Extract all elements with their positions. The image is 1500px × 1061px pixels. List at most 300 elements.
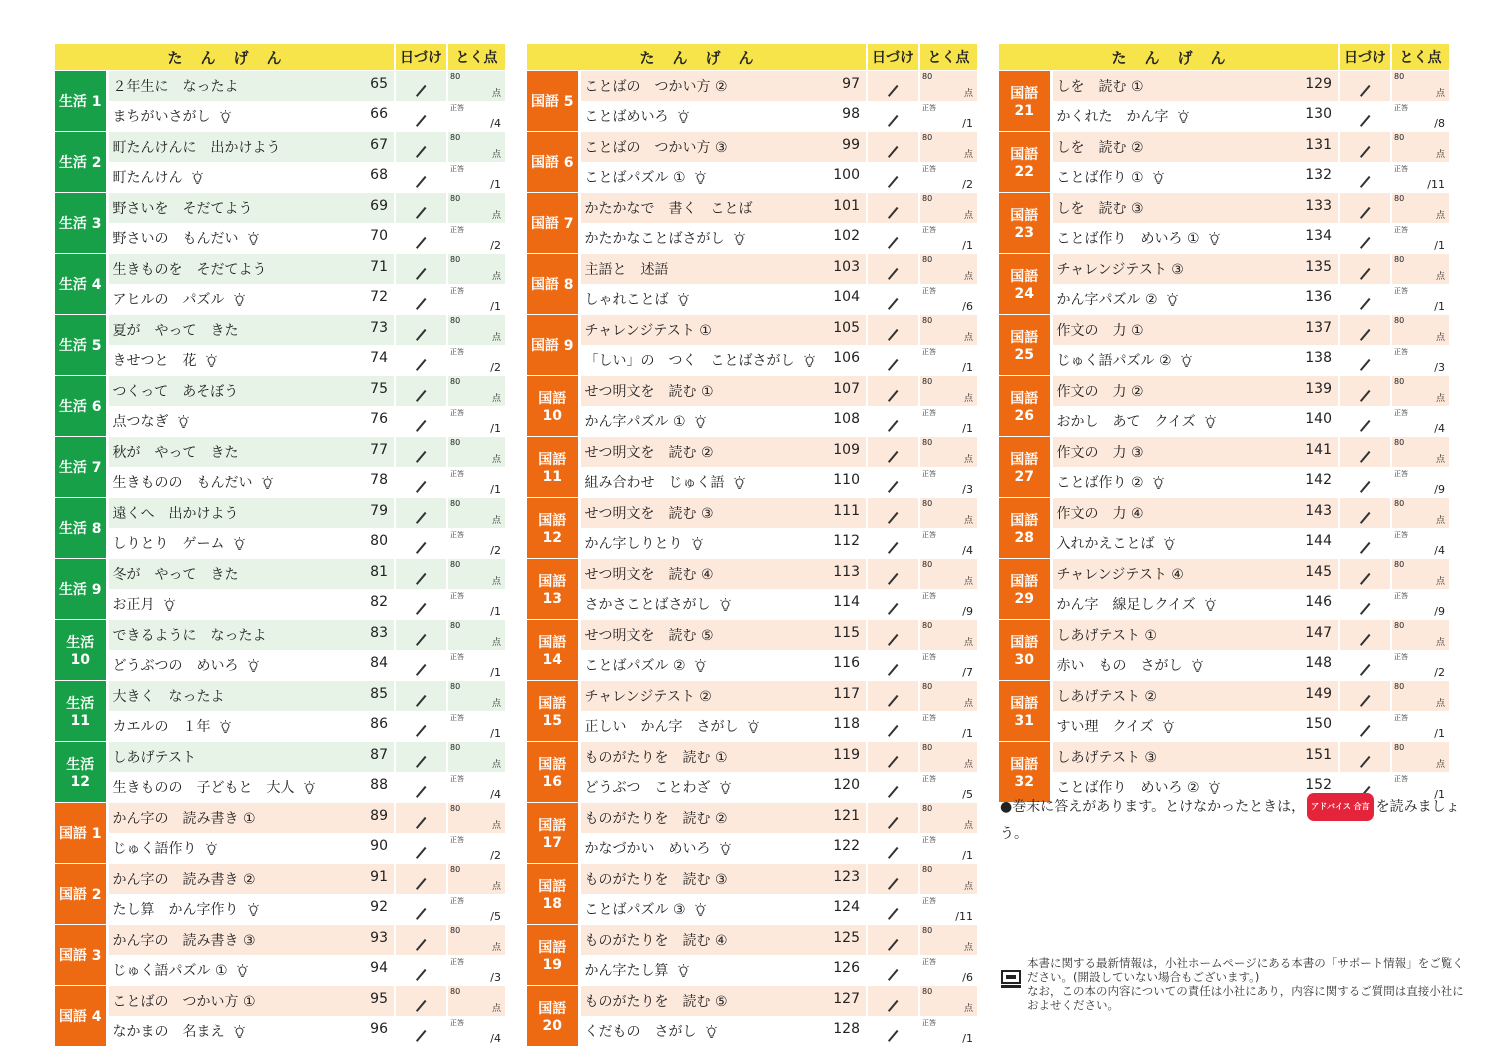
score-unit: 点	[1435, 210, 1445, 221]
date-field[interactable]	[395, 1016, 447, 1047]
date-field[interactable]	[1339, 406, 1391, 437]
date-slash	[1360, 573, 1370, 585]
score-field[interactable]	[447, 711, 505, 742]
lesson-title	[579, 772, 867, 803]
date-field[interactable]	[867, 193, 919, 224]
score-unit: 点	[491, 332, 501, 343]
score-unit: 点	[963, 515, 973, 526]
score-field[interactable]	[447, 620, 505, 651]
table-row	[527, 193, 977, 224]
score-field[interactable]	[919, 254, 977, 285]
score-field[interactable]	[447, 345, 505, 376]
goal-label: 正答	[450, 835, 464, 844]
date-slash	[888, 908, 898, 920]
date-field[interactable]	[867, 132, 919, 163]
lesson-title	[107, 345, 395, 376]
date-field[interactable]	[867, 376, 919, 407]
page-number: 91	[370, 868, 388, 885]
lesson-title-text: しあげテスト ①	[1056, 627, 1157, 644]
lesson-title-text: 赤い もの さがし	[1056, 658, 1183, 675]
date-field[interactable]	[1339, 589, 1391, 620]
score-field[interactable]	[919, 437, 977, 468]
max-score: 80	[922, 926, 933, 935]
score-field[interactable]	[447, 1016, 505, 1047]
date-field[interactable]	[867, 681, 919, 712]
goal-count: /1	[490, 605, 501, 618]
score-field[interactable]	[919, 772, 977, 803]
date-field[interactable]	[867, 589, 919, 620]
date-field[interactable]	[1339, 345, 1391, 376]
goal-label: 正答	[1394, 103, 1408, 112]
score-field[interactable]	[919, 559, 977, 590]
max-score: 80	[922, 316, 933, 325]
lightbulb-icon	[733, 232, 746, 246]
header-date: 日づけ	[395, 44, 447, 71]
unit-label: 国語 21	[999, 71, 1051, 132]
date-field[interactable]	[1339, 620, 1391, 651]
page-number: 90	[370, 838, 388, 855]
date-field[interactable]	[867, 955, 919, 986]
date-field[interactable]	[1339, 223, 1391, 254]
date-field[interactable]	[867, 101, 919, 132]
date-field[interactable]	[1339, 681, 1391, 712]
max-score: 80	[1394, 743, 1405, 752]
score-field[interactable]	[447, 223, 505, 254]
date-slash	[888, 481, 898, 493]
score-field[interactable]	[919, 162, 977, 193]
date-slash	[416, 908, 426, 920]
lesson-title	[107, 1016, 395, 1047]
page-number: 144	[1305, 533, 1332, 550]
score-field[interactable]	[1391, 254, 1449, 285]
date-field[interactable]	[395, 528, 447, 559]
table-row	[55, 955, 505, 986]
score-field[interactable]	[447, 803, 505, 834]
date-field[interactable]	[867, 254, 919, 285]
lightbulb-icon	[694, 903, 707, 917]
unit-label: 国語 29	[999, 559, 1051, 620]
table-row	[55, 986, 505, 1017]
score-field[interactable]	[447, 986, 505, 1017]
date-field[interactable]	[395, 254, 447, 285]
date-field[interactable]	[1339, 742, 1391, 773]
score-field[interactable]	[1391, 498, 1449, 529]
date-field[interactable]	[395, 467, 447, 498]
date-field[interactable]	[395, 315, 447, 346]
lesson-title	[579, 803, 867, 834]
score-field[interactable]	[447, 376, 505, 407]
unit-label: 国語 5	[527, 71, 579, 132]
table-row	[55, 223, 505, 254]
page-number: 114	[833, 594, 860, 611]
score-field[interactable]	[919, 71, 977, 102]
date-field[interactable]	[395, 132, 447, 163]
score-field[interactable]	[447, 284, 505, 315]
date-field[interactable]	[1339, 559, 1391, 590]
table-row	[55, 284, 505, 315]
page-number: 102	[833, 228, 860, 245]
date-field[interactable]	[395, 162, 447, 193]
score-field[interactable]	[447, 254, 505, 285]
score-field[interactable]	[1391, 406, 1449, 437]
score-field[interactable]	[447, 650, 505, 681]
table-row	[527, 498, 977, 529]
lesson-title	[107, 711, 395, 742]
lightbulb-icon	[219, 720, 232, 734]
score-field[interactable]	[919, 955, 977, 986]
max-score: 80	[1394, 316, 1405, 325]
lesson-title-text: チャレンジテスト ③	[1056, 261, 1184, 278]
date-field[interactable]	[867, 284, 919, 315]
date-field[interactable]	[395, 437, 447, 468]
lesson-title	[579, 498, 867, 529]
score-field[interactable]	[919, 406, 977, 437]
date-field[interactable]	[1339, 193, 1391, 224]
lesson-title-text: しを 読む ①	[1056, 78, 1144, 95]
score-field[interactable]	[1391, 315, 1449, 346]
date-field[interactable]	[867, 345, 919, 376]
max-score: 80	[450, 255, 461, 264]
score-field[interactable]	[447, 467, 505, 498]
date-field[interactable]	[1339, 254, 1391, 285]
score-field[interactable]	[1391, 589, 1449, 620]
lesson-title-text: しを 読む ③	[1056, 200, 1144, 217]
lightbulb-icon	[691, 537, 704, 551]
date-field[interactable]	[1339, 284, 1391, 315]
date-field[interactable]	[867, 1016, 919, 1047]
score-unit: 点	[963, 454, 973, 465]
lesson-title-text: かん字パズル ①	[584, 414, 686, 431]
table-row	[55, 315, 505, 346]
lightbulb-icon	[719, 598, 732, 612]
score-field[interactable]	[919, 528, 977, 559]
date-field[interactable]	[867, 559, 919, 590]
unit-label: 国語 20	[527, 986, 579, 1047]
date-field[interactable]	[867, 71, 919, 102]
date-field[interactable]	[1339, 132, 1391, 163]
date-field[interactable]	[395, 101, 447, 132]
score-field[interactable]	[919, 376, 977, 407]
lesson-title-text: ものがたりを 読む ②	[584, 810, 728, 827]
date-field[interactable]	[395, 650, 447, 681]
date-field[interactable]	[395, 925, 447, 956]
date-slash	[416, 695, 426, 707]
date-slash	[416, 1030, 426, 1042]
date-field[interactable]	[395, 772, 447, 803]
page-number: 76	[370, 411, 388, 428]
score-field[interactable]	[919, 345, 977, 376]
page-number: 79	[370, 502, 388, 519]
date-field[interactable]	[395, 742, 447, 773]
goal-count: /2	[1434, 666, 1445, 679]
lightbulb-icon	[191, 171, 204, 185]
date-field[interactable]	[867, 498, 919, 529]
score-field[interactable]	[447, 498, 505, 529]
goal-count: /6	[962, 971, 973, 984]
date-field[interactable]	[395, 376, 447, 407]
lesson-title-text: ことばパズル ①	[584, 170, 686, 187]
page-number: 103	[833, 258, 860, 275]
score-field[interactable]	[919, 1016, 977, 1047]
date-field[interactable]	[867, 620, 919, 651]
score-field[interactable]	[919, 589, 977, 620]
max-score: 80	[922, 621, 933, 630]
lesson-title	[107, 193, 395, 224]
page-number: 73	[370, 319, 388, 336]
date-field[interactable]	[1339, 101, 1391, 132]
date-field[interactable]	[867, 528, 919, 559]
lightbulb-icon	[261, 476, 274, 490]
date-field[interactable]	[1339, 437, 1391, 468]
date-field[interactable]	[1339, 315, 1391, 346]
table-row	[999, 315, 1449, 346]
header-score: とく点	[447, 44, 505, 71]
date-field[interactable]	[867, 742, 919, 773]
score-field[interactable]	[1391, 376, 1449, 407]
score-field[interactable]	[447, 864, 505, 895]
date-slash	[888, 329, 898, 341]
unit-label: 生活 2	[55, 132, 107, 193]
lesson-title-text: 生きものを そだてよう	[112, 261, 267, 278]
date-field[interactable]	[867, 803, 919, 834]
goal-label: 正答	[450, 774, 464, 783]
score-field[interactable]	[919, 711, 977, 742]
date-field[interactable]	[1339, 376, 1391, 407]
lesson-title	[107, 681, 395, 712]
score-field[interactable]	[447, 71, 505, 102]
date-field[interactable]	[867, 437, 919, 468]
date-field[interactable]	[1339, 528, 1391, 559]
score-field[interactable]	[447, 315, 505, 346]
score-unit: 点	[963, 149, 973, 160]
date-field[interactable]	[1339, 71, 1391, 102]
score-field[interactable]	[1391, 345, 1449, 376]
score-field[interactable]	[1391, 223, 1449, 254]
score-field[interactable]	[1391, 528, 1449, 559]
score-field[interactable]	[919, 498, 977, 529]
score-field[interactable]	[919, 986, 977, 1017]
lesson-title	[1051, 406, 1339, 437]
lesson-title	[1051, 681, 1339, 712]
page-number: 92	[370, 899, 388, 916]
page-number: 69	[370, 197, 388, 214]
date-field[interactable]	[395, 833, 447, 864]
date-field[interactable]	[1339, 162, 1391, 193]
score-field[interactable]	[1391, 559, 1449, 590]
score-field[interactable]	[919, 833, 977, 864]
lightbulb-icon	[677, 293, 690, 307]
score-field[interactable]	[1391, 284, 1449, 315]
max-score: 80	[450, 804, 461, 813]
date-slash	[888, 512, 898, 524]
score-field[interactable]	[919, 864, 977, 895]
score-field[interactable]	[1391, 71, 1449, 102]
score-field[interactable]	[447, 406, 505, 437]
lesson-title	[579, 864, 867, 895]
score-field[interactable]	[1391, 101, 1449, 132]
score-field[interactable]	[447, 742, 505, 773]
score-field[interactable]	[447, 955, 505, 986]
score-unit: 点	[963, 393, 973, 404]
date-slash	[416, 603, 426, 615]
lesson-title-text: ものがたりを 読む ④	[584, 932, 728, 949]
date-field[interactable]	[1339, 650, 1391, 681]
score-field[interactable]	[447, 132, 505, 163]
lightbulb-icon	[1204, 415, 1217, 429]
date-field[interactable]	[395, 681, 447, 712]
date-field[interactable]	[867, 864, 919, 895]
score-field[interactable]	[1391, 620, 1449, 651]
score-field[interactable]	[1391, 711, 1449, 742]
table-row	[55, 803, 505, 834]
score-field[interactable]	[1391, 467, 1449, 498]
date-field[interactable]	[867, 467, 919, 498]
table-row	[999, 101, 1449, 132]
date-slash	[888, 420, 898, 432]
score-field[interactable]	[447, 437, 505, 468]
date-field[interactable]	[395, 589, 447, 620]
page-number: 113	[833, 563, 860, 580]
score-field[interactable]	[919, 925, 977, 956]
score-unit: 点	[491, 393, 501, 404]
score-field[interactable]	[919, 894, 977, 925]
date-field[interactable]	[395, 406, 447, 437]
lightbulb-icon	[233, 1025, 246, 1039]
max-score: 80	[922, 72, 933, 81]
score-field[interactable]	[919, 101, 977, 132]
score-field[interactable]	[447, 162, 505, 193]
goal-count: /11	[955, 910, 973, 923]
score-field[interactable]	[919, 742, 977, 773]
max-score: 80	[922, 560, 933, 569]
lesson-title-text: ものがたりを 読む ①	[584, 749, 728, 766]
date-field[interactable]	[395, 559, 447, 590]
table-row	[999, 467, 1449, 498]
date-field[interactable]	[867, 833, 919, 864]
lesson-title-text: 町たんけん	[112, 170, 183, 187]
score-field[interactable]	[447, 681, 505, 712]
page-number: 125	[833, 929, 860, 946]
score-field[interactable]	[447, 589, 505, 620]
score-field[interactable]	[447, 101, 505, 132]
date-field[interactable]	[867, 162, 919, 193]
date-field[interactable]	[867, 223, 919, 254]
score-field[interactable]	[919, 620, 977, 651]
score-field[interactable]	[447, 193, 505, 224]
lesson-title-text: 主語と 述語	[584, 261, 669, 278]
score-field[interactable]	[1391, 650, 1449, 681]
date-field[interactable]	[395, 498, 447, 529]
score-unit: 点	[963, 881, 973, 892]
unit-label: 国語 31	[999, 681, 1051, 742]
lesson-title-text: かん字パズル ②	[1056, 292, 1158, 309]
table-row	[527, 681, 977, 712]
date-field[interactable]	[867, 925, 919, 956]
date-field[interactable]	[867, 986, 919, 1017]
lesson-title-text: きせつと 花	[112, 353, 197, 370]
lesson-title	[579, 345, 867, 376]
goal-count: /5	[962, 788, 973, 801]
score-field[interactable]	[1391, 162, 1449, 193]
table-row	[999, 223, 1449, 254]
page-number: 131	[1305, 136, 1332, 153]
goal-label: 正答	[922, 530, 936, 539]
date-field[interactable]	[395, 71, 447, 102]
score-field[interactable]	[919, 223, 977, 254]
score-field[interactable]	[1391, 742, 1449, 773]
score-field[interactable]	[919, 132, 977, 163]
page-number: 88	[370, 777, 388, 794]
date-field[interactable]	[395, 955, 447, 986]
score-field[interactable]	[447, 894, 505, 925]
table-row	[55, 498, 505, 529]
date-field[interactable]	[867, 406, 919, 437]
date-field[interactable]	[1339, 467, 1391, 498]
page-number: 65	[370, 75, 388, 92]
score-field[interactable]	[1391, 193, 1449, 224]
score-field[interactable]	[919, 193, 977, 224]
score-field[interactable]	[447, 833, 505, 864]
lesson-title-text: ことばの つかい方 ①	[112, 993, 256, 1010]
date-field[interactable]	[395, 284, 447, 315]
unit-label: 生活 9	[55, 559, 107, 620]
date-field[interactable]	[395, 711, 447, 742]
lesson-title	[579, 223, 867, 254]
date-field[interactable]	[395, 894, 447, 925]
score-field[interactable]	[447, 772, 505, 803]
date-field[interactable]	[867, 650, 919, 681]
header-score: とく点	[919, 44, 977, 71]
score-field[interactable]	[919, 467, 977, 498]
lesson-title	[1051, 559, 1339, 590]
date-field[interactable]	[395, 223, 447, 254]
score-field[interactable]	[919, 315, 977, 346]
score-field[interactable]	[447, 528, 505, 559]
score-field[interactable]	[447, 925, 505, 956]
date-field[interactable]	[867, 711, 919, 742]
date-field[interactable]	[395, 193, 447, 224]
score-field[interactable]	[447, 559, 505, 590]
date-field[interactable]	[395, 620, 447, 651]
score-unit: 点	[963, 271, 973, 282]
page-number: 82	[370, 594, 388, 611]
lesson-title	[107, 376, 395, 407]
date-field[interactable]	[867, 894, 919, 925]
max-score: 80	[922, 865, 933, 874]
score-field[interactable]	[1391, 132, 1449, 163]
date-field[interactable]	[1339, 711, 1391, 742]
score-field[interactable]	[1391, 681, 1449, 712]
date-field[interactable]	[867, 772, 919, 803]
score-field[interactable]	[1391, 437, 1449, 468]
lesson-title	[1051, 132, 1339, 163]
score-field[interactable]	[919, 650, 977, 681]
date-field[interactable]	[395, 986, 447, 1017]
date-field[interactable]	[395, 864, 447, 895]
date-field[interactable]	[395, 803, 447, 834]
score-field[interactable]	[919, 803, 977, 834]
date-field[interactable]	[1339, 498, 1391, 529]
table-row	[55, 101, 505, 132]
date-slash	[416, 817, 426, 829]
goal-label: 正答	[1394, 408, 1408, 417]
score-field[interactable]	[919, 681, 977, 712]
date-slash	[1360, 420, 1370, 432]
date-field[interactable]	[867, 315, 919, 346]
score-field[interactable]	[919, 284, 977, 315]
date-field[interactable]	[395, 345, 447, 376]
goal-label: 正答	[450, 530, 464, 539]
